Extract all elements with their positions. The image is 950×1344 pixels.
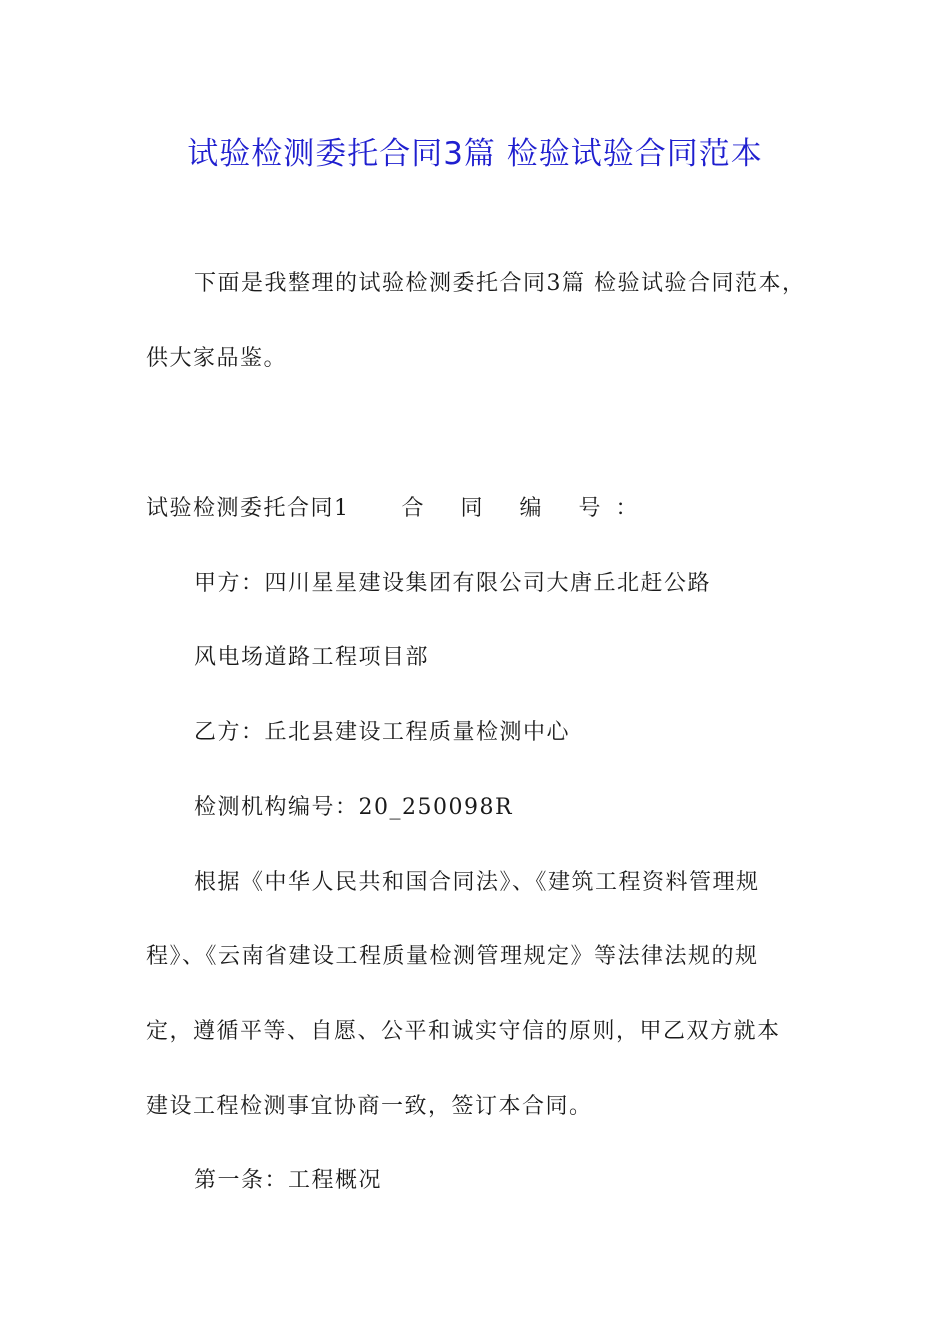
document-title: 试验检测委托合同3篇 检验试验合同范本 [187,136,763,172]
section-heading: 试验检测委托合同1 [146,496,350,521]
contract-number-label: 合 同 编 号： [401,496,653,521]
article-1-heading: 第一条：工程概况 [194,1168,383,1193]
party-a-line-1: 甲方：四川星星建设集团有限公司大唐丘北赶公路 [194,571,712,596]
party-a-line-2: 风电场道路工程项目部 [194,645,430,670]
intro-line-2: 供大家品鉴。 [146,346,288,371]
agency-number: 检测机构编号：20_250098R [194,795,514,820]
basis-line-1: 根据《中华人民共和国合同法》、《建筑工程资料管理规 [194,870,760,895]
party-b: 乙方：丘北县建设工程质量检测中心 [194,720,571,745]
section-heading-row [146,494,652,524]
intro-line-1: 下面是我整理的试验检测委托合同3篇 检验试验合同范本， [194,271,806,296]
basis-line-3: 定，遵循平等、自愿、公平和诚实守信的原则，甲乙双方就本 [146,1019,781,1044]
basis-line-4: 建设工程检测事宜协商一致，签订本合同。 [146,1094,593,1119]
basis-line-2: 程》、《云南省建设工程质量检测管理规定》等法律法规的规 [146,944,759,969]
